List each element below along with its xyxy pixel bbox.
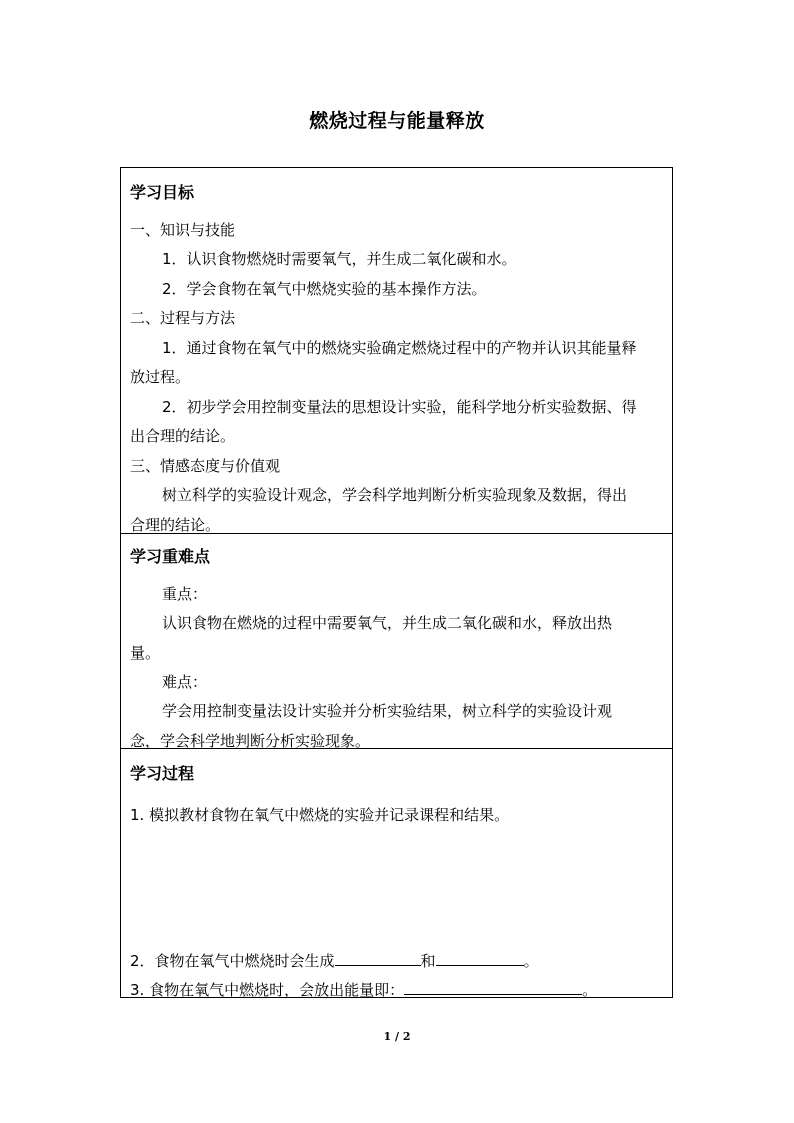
question-3-text: 3. 食物在氧气中燃烧时，会放出能量即： xyxy=(130,981,405,999)
answer-blank[interactable] xyxy=(335,950,421,966)
question-3 xyxy=(130,979,597,1000)
key-point-text: 认识食物在燃烧的过程中需要氧气，并生成二氧化碳和水，释放出热 xyxy=(162,614,613,632)
objective-item: 1．认识食物燃烧时需要氧气，并生成二氧化碳和水。 xyxy=(162,250,517,268)
knowledge-skills-title: 一、知识与技能 xyxy=(130,221,236,239)
difficult-point-text-cont: 念，学会科学地判断分析实验现象。 xyxy=(130,732,371,750)
question-3-end: 。 xyxy=(582,981,598,999)
lesson-table xyxy=(120,167,673,998)
process-heading: 学习过程 xyxy=(130,764,195,783)
question-2 xyxy=(130,950,539,971)
process-methods-title: 二、过程与方法 xyxy=(130,309,236,327)
key-point-label: 重点： xyxy=(162,585,208,603)
difficult-point-text: 学会用控制变量法设计实验并分析实验结果，树立科学的实验设计观 xyxy=(162,702,613,720)
objective-item-cont: 放过程。 xyxy=(130,368,191,386)
process-section xyxy=(121,748,672,997)
question-2-and: 和 xyxy=(420,952,436,970)
objective-paragraph-cont: 合理的结论。 xyxy=(130,516,221,534)
objective-item-cont: 出合理的结论。 xyxy=(130,427,236,445)
question-2-text: 2．食物在氧气中燃烧时会生成 xyxy=(130,952,335,970)
keypoints-section xyxy=(121,533,672,748)
objective-item: 2．初步学会用控制变量法的思想设计实验，能科学地分析实验数据、得 xyxy=(162,398,637,416)
objective-item: 2．学会食物在氧气中燃烧实验的基本操作方法。 xyxy=(162,280,487,298)
objective-item: 1．通过食物在氧气中的燃烧实验确定燃烧过程中的产物并认识其能量释 xyxy=(162,339,637,357)
key-point-text-cont: 量。 xyxy=(130,644,161,662)
objective-paragraph: 树立科学的实验设计观念，学会科学地判断分析实验现象及数据，得出 xyxy=(162,486,628,504)
objectives-section xyxy=(121,168,672,533)
difficult-point-label: 难点： xyxy=(162,673,208,691)
document-title: 燃烧过程与能量释放 xyxy=(309,110,485,132)
answer-blank[interactable] xyxy=(436,950,524,966)
answer-blank[interactable] xyxy=(404,979,582,995)
page-number: 1 / 2 xyxy=(383,1030,411,1043)
attitude-values-title: 三、情感态度与价值观 xyxy=(130,457,281,475)
question-1: 1. 模拟教材食物在氧气中燃烧的实验并记录课程和结果。 xyxy=(130,806,510,824)
objectives-heading: 学习目标 xyxy=(130,183,195,202)
question-2-end: 。 xyxy=(523,952,539,970)
keypoints-heading: 学习重难点 xyxy=(130,547,211,566)
